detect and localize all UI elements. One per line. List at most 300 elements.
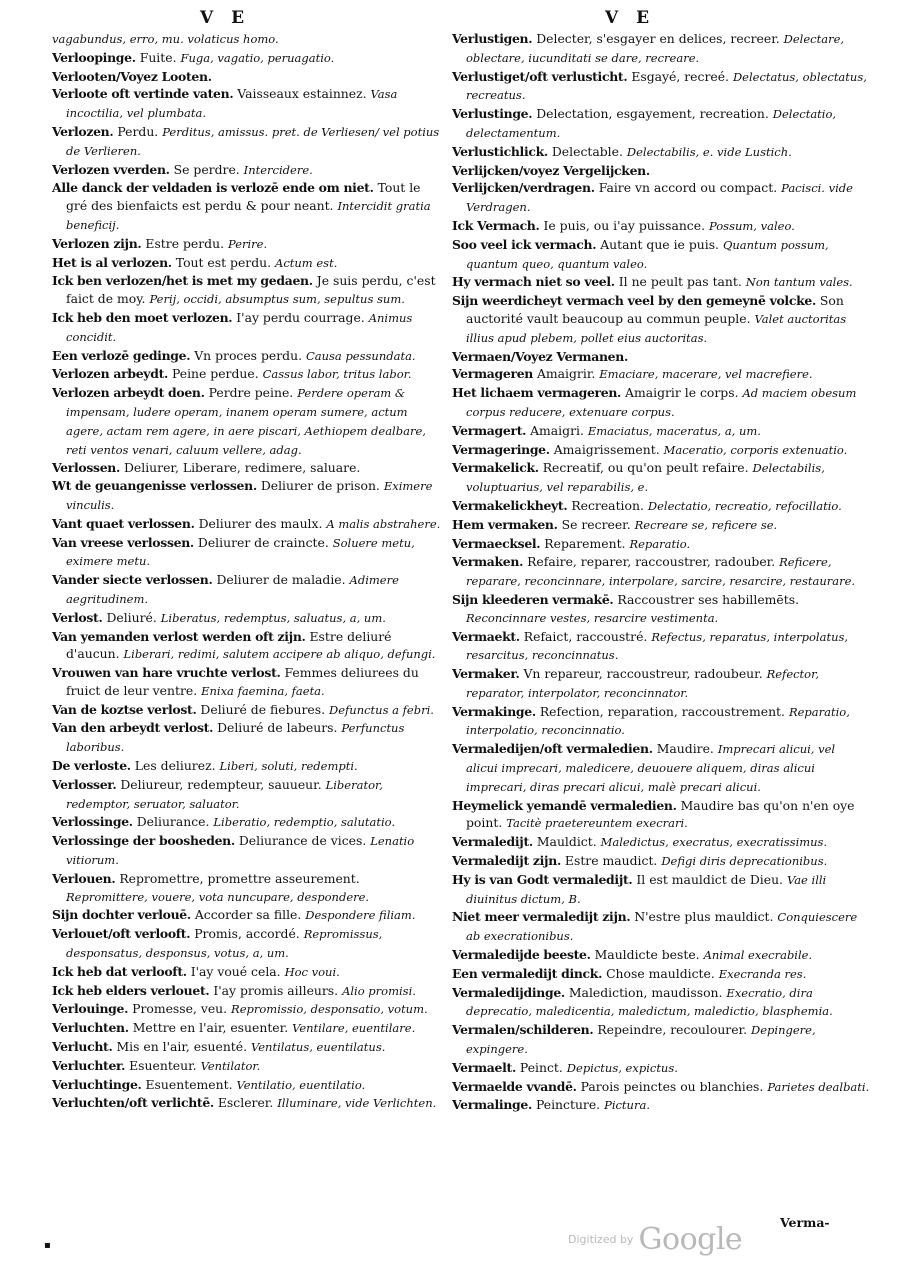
latin-gloss: Liberatio, redemptio, salutatio. <box>213 815 396 830</box>
headword: Verlijcken/voyez Vergelijcken. <box>452 162 650 178</box>
dictionary-entry <box>52 664 444 701</box>
french-gloss: Delecter, s'esgayer en delices, recreer. <box>536 31 780 46</box>
headword: Hy is van Godt vermaledijt. <box>452 871 633 887</box>
headword: Vermaelde vvandē. <box>452 1078 577 1094</box>
french-gloss: Les deliurez. <box>134 758 216 774</box>
french-gloss: Se recreer. <box>561 516 631 532</box>
french-gloss: Reparement. <box>544 535 626 551</box>
dictionary-entry <box>452 797 870 834</box>
french-gloss: N'estre plus mauldict. <box>634 909 774 925</box>
running-head-right: V E <box>605 8 656 28</box>
latin-gloss: Liberi, soluti, redempti. <box>219 759 358 774</box>
watermark <box>568 1222 742 1257</box>
dictionary-entry <box>52 179 444 234</box>
french-gloss: Je suis perdu, c'est faict de moy. <box>66 273 436 307</box>
latin-gloss: Soluere metu, eximere metu. <box>66 535 415 569</box>
headword: Ick heb dat verlooft. <box>52 963 187 979</box>
headword: Vermaker. <box>452 666 520 682</box>
dictionary-entry <box>52 832 444 870</box>
latin-gloss: Conquiescere ab execrationibus. <box>466 910 858 944</box>
latin-gloss: Intercidit gratia beneficij. <box>66 199 431 232</box>
latin-gloss: Ad maciem obesum corpus reducere, extenuare corpus. <box>466 386 857 419</box>
dictionary-entry <box>452 162 870 180</box>
french-gloss: Vaisseaux estainnez. <box>237 86 367 102</box>
headword: Verlouinge. <box>52 1001 129 1017</box>
latin-gloss: Liberator, redemptor, seruator, saluator. <box>66 777 383 811</box>
headword: Ick Vermach. <box>452 217 540 233</box>
latin-gloss: Repromissio, desponsatio, votum. <box>231 1002 428 1017</box>
dictionary-entry <box>52 1094 444 1113</box>
french-gloss: Mettre en l'air, esuenter. <box>132 1020 289 1036</box>
headword: Verlouen. <box>52 870 116 886</box>
dictionary-entry <box>452 179 870 217</box>
headword: Verluchten. <box>52 1020 129 1036</box>
french-gloss: Tout est perdu. <box>175 254 272 270</box>
headword: Ick heb den moet verlozen. <box>52 309 233 325</box>
dictionary-entry <box>52 982 444 1001</box>
dictionary-entry <box>452 1078 870 1097</box>
dictionary-entry <box>452 1059 870 1078</box>
french-gloss: Deliuré de fiebures. <box>200 701 326 717</box>
headword: Ick ben verlozen/het is met my gedaen. <box>52 273 313 289</box>
headword: Verlost. <box>52 609 103 625</box>
headword: Ick heb elders verlouet. <box>52 982 210 998</box>
latin-gloss: Pictura. <box>604 1098 650 1113</box>
latin-gloss: Intercidere. <box>243 162 313 177</box>
headword: Vermakelickheyt. <box>452 497 568 513</box>
latin-gloss: Vae illi diuinitus dictum, B. <box>466 872 827 906</box>
headword: Verloopinge. <box>52 49 136 65</box>
latin-gloss: Tacitè praetereuntem execrari. <box>506 816 688 831</box>
latin-gloss: Non tantum vales. <box>745 275 853 290</box>
headword: Heymelick yemandē vermaledien. <box>452 797 677 813</box>
french-gloss: Peine perdue. <box>171 366 259 382</box>
dictionary-entry <box>452 516 870 535</box>
latin-gloss: Refectus, reparatus, interpolatus, resarcitus, reconcinnatus. <box>466 629 849 663</box>
french-gloss: I'ay voué cela. <box>190 963 281 979</box>
latin-gloss: Adimere aegritudinem. <box>66 573 399 606</box>
headword: Sijn kleederen vermakē. <box>452 591 614 607</box>
headword: Een verlozē gedinge. <box>52 347 191 363</box>
french-gloss: Accorder sa fille. <box>194 907 302 923</box>
latin-gloss: Fuga, vagatio, peruagatio. <box>180 50 335 65</box>
right-column <box>452 30 870 1115</box>
dictionary-entry <box>452 143 870 162</box>
latin-gloss: Ventilatio, euentilatio. <box>236 1077 366 1092</box>
latin-gloss: Alio promisi. <box>342 983 416 998</box>
french-gloss: Repeindre, recoulourer. <box>597 1022 748 1038</box>
headword: Vermaledijt zijn. <box>452 853 561 869</box>
headword: Verlozen zijn. <box>52 235 142 251</box>
french-gloss: Deliurer des maulx. <box>198 515 323 531</box>
dictionary-entry <box>52 1076 444 1095</box>
dictionary-entry <box>452 740 870 796</box>
latin-gloss: Execranda res. <box>718 966 807 981</box>
headword: Vermalen/schilderen. <box>452 1022 594 1038</box>
french-gloss: Chose mauldicte. <box>606 965 715 981</box>
dictionary-entry <box>452 591 870 628</box>
headword: Vermaledijdinge. <box>452 984 565 1000</box>
latin-gloss: Reficere, reparare, reconcinnare, interpolare, sarcire, resarcire, restaurare. <box>466 555 856 589</box>
latin-gloss: Hoc voui. <box>284 964 340 979</box>
latin-gloss: Parietes dealbati. <box>767 1079 870 1094</box>
french-gloss: Refection, reparation, raccoustrement. <box>539 703 785 719</box>
headword: Hem vermaken. <box>452 516 558 532</box>
headword: Verloote oft vertinde vaten. <box>52 86 234 102</box>
latin-gloss: Imprecari alicui, vel alicui imprecari, maledicere, deuouere aliquem, diras alicui imprecari, diras precari alicui, malè precari alicui. <box>466 742 836 794</box>
dictionary-entry <box>452 965 870 984</box>
headword: Vermagert. <box>452 422 527 438</box>
headword: Verlossinge der boosheden. <box>52 833 235 849</box>
latin-gloss: Eximere vinculis. <box>66 479 433 512</box>
dictionary-entry <box>52 477 444 515</box>
latin-gloss: Delectabilis, voluptuarius, vel reparabilis, e. <box>466 461 825 495</box>
latin-gloss: Valet auctoritas illius apud plebem, pollet eius auctoritas. <box>466 311 847 345</box>
french-gloss: Deliurance. <box>136 814 210 830</box>
latin-gloss: Animal execrabile. <box>703 948 813 963</box>
dictionary-entry <box>52 534 444 572</box>
dictionary-entry <box>452 384 870 422</box>
dictionary-entry <box>52 925 444 963</box>
watermark-logo-icon: Google <box>638 1222 743 1257</box>
latin-gloss: Perfunctus laboribus. <box>66 721 405 755</box>
latin-gloss: Vasa incoctilia, vel plumbata. <box>66 87 398 121</box>
dictionary-entry <box>52 870 444 907</box>
headword: Het lichaem vermageren. <box>452 385 622 401</box>
dictionary-entry <box>52 30 444 49</box>
latin-gloss: Reparatio. <box>629 536 691 551</box>
headword: Verlozen arbeydt. <box>52 366 169 382</box>
dictionary-entry <box>452 833 870 852</box>
headword: Verlozen. <box>52 123 114 139</box>
french-gloss: Peincture. <box>535 1097 601 1113</box>
latin-gloss: Animus concidit. <box>66 310 413 344</box>
headword: Vermalinge. <box>452 1097 533 1113</box>
headword: Vermaledijen/oft vermaledien. <box>452 741 653 757</box>
latin-gloss: Emaciatus, maceratus, a, um. <box>587 423 761 438</box>
headword: Vermageringe. <box>452 441 550 457</box>
headword: Vermaledijde beeste. <box>452 947 591 963</box>
headword: Vermaecksel. <box>452 535 541 551</box>
latin-gloss: Repromissus, desponsatus, desponsus, votus, a, um. <box>66 927 383 961</box>
french-gloss: Mauldict. <box>536 834 597 850</box>
headword: Verlustinge. <box>452 106 533 122</box>
french-gloss: Malediction, maudisson. <box>568 984 723 1000</box>
french-gloss: Autant que ie puis. <box>600 236 719 252</box>
french-gloss: Se perdre. <box>173 161 240 177</box>
latin-gloss: Depictus, expictus. <box>566 1060 678 1075</box>
margin-mark: ▪ <box>44 1240 51 1251</box>
latin-gloss: Despondere filiam. <box>305 908 416 923</box>
headword: Soo veel ick vermach. <box>452 236 597 252</box>
headword: Wt de geuangenisse verlossen. <box>52 478 257 494</box>
dictionary-entry <box>52 309 444 347</box>
headword: Sijn weerdicheyt vermach veel by den gemeynē volcke. <box>452 293 816 309</box>
french-gloss: I'ay promis ailleurs. <box>213 982 339 998</box>
latin-gloss: Emaciare, macerare, vel macrefiere. <box>599 367 813 382</box>
latin-gloss: Enixa faemina, faeta. <box>201 683 325 698</box>
french-gloss: Promesse, veu. <box>132 1001 228 1017</box>
headword: Sijn dochter verlouē. <box>52 907 191 923</box>
dictionary-entry <box>52 459 444 477</box>
latin-gloss: Delectatio, delectamentum. <box>466 107 837 140</box>
french-gloss: Esuentement. <box>145 1076 233 1092</box>
latin-gloss: Recreare se, reficere se. <box>634 517 778 532</box>
headword: Verluchten/oft verlichtē. <box>52 1095 214 1111</box>
dictionary-entry <box>452 535 870 554</box>
headword: Verlustichlick. <box>452 143 548 159</box>
headword: Vermaken. <box>452 554 524 570</box>
headword: Vander siecte verlossen. <box>52 572 213 588</box>
latin-gloss: Depingere, expingere. <box>466 1023 816 1057</box>
headword: Van de koztse verlost. <box>52 701 197 717</box>
dictionary-entry <box>452 292 870 347</box>
latin-gloss: Perire. <box>227 236 268 251</box>
dictionary-entry <box>52 85 444 123</box>
dictionary-entry <box>452 946 870 965</box>
dictionary-entry <box>452 236 870 274</box>
dictionary-entry <box>452 628 870 666</box>
latin-gloss: Perditus, amissus. pret. de Verliesen/ vel potius de Verlieren. <box>66 124 440 158</box>
headword: Verlosser. <box>52 776 117 792</box>
headword: Vermakelick. <box>452 460 539 476</box>
french-gloss: Mauldicte beste. <box>594 947 700 963</box>
latin-gloss: Delectatio, recreatio, refocillatio. <box>647 498 842 513</box>
dictionary-entry <box>52 347 444 366</box>
headword: Vermageren <box>452 366 533 382</box>
dictionary-entry <box>52 254 444 273</box>
latin-gloss: Illuminare, vide Verlichten. <box>277 1096 437 1111</box>
french-gloss: Deliuré de labeurs. <box>217 720 338 736</box>
headword: Vermaen/Voyez Vermanen. <box>452 348 628 364</box>
headword: Het is al verlozen. <box>52 254 172 270</box>
french-gloss: Son auctorité vault beaucoup au commun peuple. <box>466 293 844 326</box>
headword: Vrouwen van hare vruchte verlost. <box>52 665 281 681</box>
french-gloss: Maudire bas qu'on n'en oye point. <box>466 797 855 831</box>
headword: Verlooten/Voyez Looten. <box>52 68 212 84</box>
dictionary-entry <box>52 235 444 254</box>
dictionary-entry <box>452 441 870 460</box>
dictionary-entry <box>52 1038 444 1057</box>
dictionary-entry <box>52 515 444 534</box>
french-gloss: Refaict, raccoustré. <box>523 628 648 644</box>
french-gloss: Peinct. <box>519 1059 563 1075</box>
headword: Hy vermach niet so veel. <box>452 274 615 290</box>
french-gloss: Delectable. <box>551 143 623 159</box>
headword: Vermaledijt. <box>452 834 533 850</box>
dictionary-entry <box>52 68 444 86</box>
french-gloss: Amaigrissement. <box>553 441 660 457</box>
headword: Vermakinge. <box>452 703 536 719</box>
dictionary-entry <box>452 665 870 703</box>
french-gloss: Deliurer de maladie. <box>216 572 346 588</box>
french-gloss: Recreatif, ou qu'on peult refaire. <box>542 460 749 476</box>
latin-gloss: Refector, reparator, interpolator, reconcinnator. <box>466 667 819 700</box>
dictionary-entry <box>452 348 870 366</box>
dictionary-entry <box>452 703 870 741</box>
french-gloss: Refaire, reparer, raccoustrer, radouber. <box>527 554 776 570</box>
french-gloss: Il est mauldict de Dieu. <box>636 871 783 887</box>
headword: Vermaelt. <box>452 1059 516 1075</box>
headword: Verluchter. <box>52 1057 126 1073</box>
french-gloss: Mis en l'air, esuenté. <box>116 1039 248 1055</box>
headword: Vermaekt. <box>452 628 520 644</box>
dictionary-entry <box>452 273 870 292</box>
latin-gloss: Ventilare, euentilare. <box>292 1021 416 1036</box>
latin-gloss: Repromittere, vouere, vota nuncupare, despondere. <box>66 889 370 904</box>
latin-gloss: Quantum possum, quantum queo, quantum valeo. <box>466 237 829 271</box>
dictionary-entry <box>52 757 444 776</box>
latin-gloss: Reparatio, interpolatio, reconcinnatio. <box>466 704 850 738</box>
latin-gloss: Perdere operam & impensam, ludere operam, inanem operam sumere, actum agere, actam rem agere, in aere piscari, Aethiopem dealbare, reti ventos venari, caluum vellere, adag. <box>66 386 426 457</box>
french-gloss: Tout le gré des bienfaicts est perdu & pour neant. <box>66 180 421 214</box>
dictionary-entry <box>452 908 870 946</box>
headword: Verlustigen. <box>452 31 533 46</box>
dictionary-entry <box>52 701 444 720</box>
headword: Verlossinge. <box>52 814 133 830</box>
french-gloss: Deliureur, redempteur, sauueur. <box>120 776 322 792</box>
dictionary-entry <box>452 871 870 909</box>
headword: Van den arbeydt verlost. <box>52 720 214 736</box>
latin-gloss: Causa pessundata. <box>305 348 416 363</box>
latin-gloss: Delectare, oblectare, iucunditati se dare, recreare. <box>466 32 845 65</box>
french-gloss: Perdu. <box>117 123 159 139</box>
headword: Alle danck der veldaden is verlozē ende om niet. <box>52 180 374 196</box>
dictionary-entry <box>52 719 444 757</box>
dictionary-entry <box>52 813 444 832</box>
dictionary-entry <box>52 963 444 982</box>
headword: Verlouet/oft verlooft. <box>52 926 191 942</box>
latin-gloss: vagabundus, erro, mu. volaticus homo. <box>52 32 279 46</box>
french-gloss: Maudire. <box>656 741 714 757</box>
french-gloss: Faire vn accord ou compact. <box>598 180 778 196</box>
latin-gloss: Maledictus, execratus, execratissimus. <box>600 835 828 850</box>
latin-gloss: Maceratio, corporis extenuatio. <box>663 442 848 457</box>
dictionary-entry <box>452 1096 870 1115</box>
latin-gloss: Cassus labor, tritus labor. <box>262 367 412 382</box>
headword: Vant quaet verlossen. <box>52 515 195 531</box>
french-gloss: Esuenteur. <box>129 1057 197 1073</box>
french-gloss: Perdre peine. <box>208 385 294 401</box>
dictionary-entry <box>452 105 870 143</box>
dictionary-entry <box>52 49 444 68</box>
dictionary-entry <box>452 365 870 384</box>
dictionary-entry <box>452 497 870 516</box>
dictionary-entry <box>52 365 444 384</box>
french-gloss: Repromettre, promettre asseurement. <box>119 870 360 886</box>
latin-gloss: Possum, valeo. <box>708 218 795 233</box>
french-gloss: I'ay perdu courrage. <box>236 309 365 325</box>
french-gloss: Femmes deliurees du fruict de leur ventre. <box>66 665 419 698</box>
french-gloss: Amaigrir. <box>536 366 596 382</box>
latin-gloss: Pacisci. vide Verdragen. <box>466 181 853 215</box>
latin-gloss: Perij, occidi, absumptus sum, sepultus sum. <box>149 292 405 307</box>
dictionary-entry <box>452 30 870 68</box>
dictionary-entry <box>452 553 870 591</box>
dictionary-entry <box>52 1000 444 1019</box>
dictionary-entry <box>52 123 444 161</box>
french-gloss: Esclerer. <box>217 1095 274 1111</box>
latin-gloss: Execratio, dira deprecatio, maledicentia, maledictum, maledictio, blasphemia. <box>466 985 833 1019</box>
french-gloss: Deliurer de craincte. <box>197 534 329 550</box>
french-gloss: Deliuré. <box>106 609 157 625</box>
french-gloss: Parois peinctes ou blanchies. <box>580 1078 764 1094</box>
french-gloss: Estre deliuré d'aucun. <box>66 628 392 662</box>
french-gloss: Amaigri. <box>530 422 584 438</box>
dictionary-entry <box>52 906 444 925</box>
latin-gloss: Liberari, redimi, salutem accipere ab aliquo, defungi. <box>123 647 436 662</box>
latin-gloss: Ventilatus, euentilatus. <box>251 1040 386 1055</box>
latin-gloss: A malis abstrahere. <box>326 516 441 531</box>
headword: Verlustiget/oft verlusticht. <box>452 68 628 84</box>
dictionary-entry <box>52 161 444 180</box>
latin-gloss: Ventilator. <box>200 1058 261 1073</box>
headword: De verloste. <box>52 758 131 774</box>
dictionary-entry <box>52 1019 444 1038</box>
french-gloss: Amaigrir le corps. <box>625 385 739 401</box>
french-gloss: Promis, accordé. <box>194 926 300 942</box>
headword: Verlozen vverden. <box>52 161 170 177</box>
headword: Niet meer vermaledijt zijn. <box>452 909 631 925</box>
french-gloss: Deliurance de vices. <box>238 833 367 849</box>
latin-gloss: Defunctus a febri. <box>329 702 434 717</box>
headword: Van yemanden verlost werden oft zijn. <box>52 628 306 644</box>
dictionary-entry <box>452 217 870 236</box>
dictionary-entry <box>52 1057 444 1076</box>
dictionary-entry <box>452 1021 870 1059</box>
french-gloss: Fuite. <box>139 49 177 65</box>
headword: Een vermaledijt dinck. <box>452 965 603 981</box>
french-gloss: Deliurer de prison. <box>260 478 380 494</box>
catchword: Verma- <box>780 1215 830 1230</box>
headword: Verlossen. <box>52 460 121 476</box>
headword: Van vreese verlossen. <box>52 534 194 550</box>
french-gloss: Estre perdu. <box>145 235 225 251</box>
dictionary-entry <box>452 422 870 441</box>
french-gloss: Il ne peult pas tant. <box>618 274 742 290</box>
french-gloss: Raccoustrer ses habillemēts. <box>617 591 800 607</box>
dictionary-entry <box>52 628 444 665</box>
latin-gloss: Defigi diris deprecationibus. <box>661 854 828 869</box>
latin-gloss: Liberatus, redemptus, saluatus, a, um. <box>160 610 386 625</box>
french-gloss: Esgayé, recreé. <box>631 68 729 84</box>
dictionary-entry <box>52 571 444 609</box>
french-gloss: Vn proces perdu. <box>194 347 303 363</box>
french-gloss: Vn repareur, raccoustreur, radoubeur. <box>523 666 763 682</box>
latin-gloss: Actum est. <box>275 255 338 270</box>
latin-gloss: Delectatus, oblectatus, recreatus. <box>466 69 867 103</box>
running-head-left: V E <box>200 8 251 28</box>
dictionary-entry <box>452 852 870 871</box>
dictionary-entry <box>452 459 870 497</box>
french-gloss: Delectation, esgayement, recreation. <box>536 106 769 122</box>
latin-gloss: Delectabilis, e. vide Lustich. <box>626 144 792 159</box>
latin-gloss: Reconcinnare vestes, resarcire vestimenta. <box>466 610 719 625</box>
french-gloss: Recreation. <box>571 497 644 513</box>
french-gloss: Estre maudict. <box>564 853 658 869</box>
dictionary-entry <box>52 609 444 628</box>
dictionary-entry <box>452 68 870 106</box>
headword: Verluchtinge. <box>52 1076 142 1092</box>
dictionary-entry <box>52 776 444 814</box>
french-gloss: Ie puis, ou i'ay puissance. <box>543 217 706 233</box>
latin-gloss: Lenatio vitiorum. <box>66 834 415 868</box>
dictionary-entry <box>452 984 870 1022</box>
headword: Verlozen arbeydt doen. <box>52 385 205 401</box>
headword: Verlijcken/verdragen. <box>452 180 595 196</box>
headword: Verlucht. <box>52 1039 113 1055</box>
dictionary-entry <box>52 272 444 309</box>
